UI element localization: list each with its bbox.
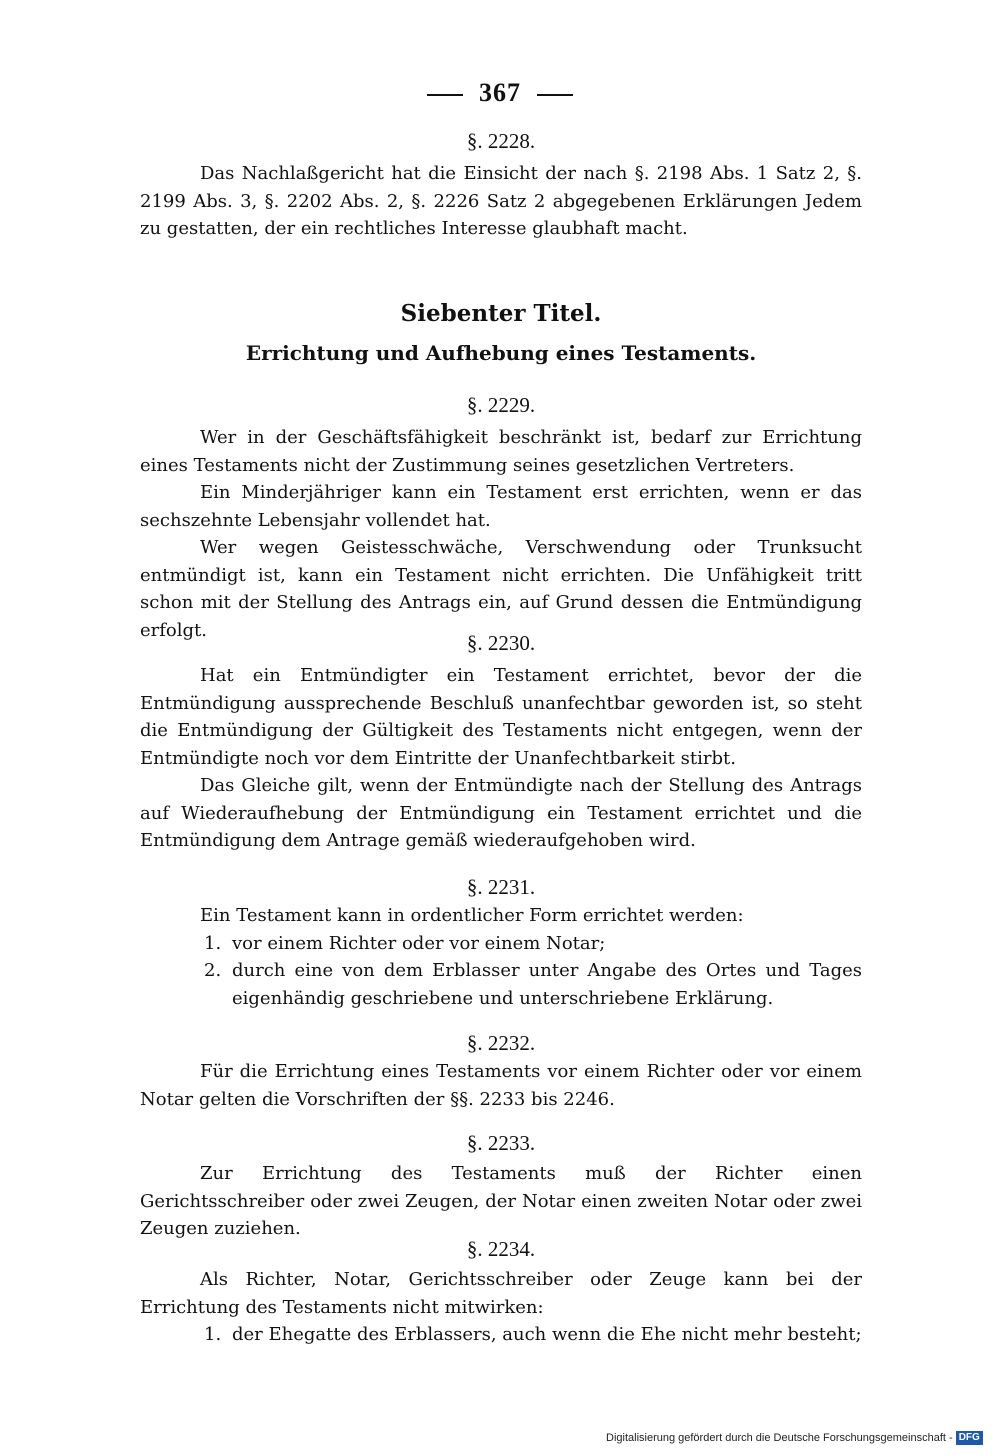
header-dash-right bbox=[537, 94, 573, 96]
section-2232 bbox=[140, 1030, 862, 1113]
section-heading: §. 2231. bbox=[466, 875, 536, 899]
section-2228 bbox=[140, 128, 862, 243]
section-heading: §. 2228. bbox=[466, 129, 536, 153]
section-2231 bbox=[140, 874, 862, 1012]
section-heading: §. 2233. bbox=[466, 1131, 536, 1155]
paragraph: Wer in der Geschäftsfähigkeit beschränkt ist, bedarf zur Errichtung eines Testaments nicht der Zustimmung seines gesetzlichen Vertreters. bbox=[140, 427, 862, 476]
paragraph: Für die Errichtung eines Testaments vor einem Richter oder vor einem Notar gelten die Vorschriften der §§. 2233 bis 2246. bbox=[140, 1061, 862, 1110]
section-heading: §. 2229. bbox=[466, 393, 536, 417]
chapter-subtitle: Errichtung und Aufhebung eines Testaments. bbox=[245, 341, 757, 365]
list-item bbox=[140, 1321, 862, 1349]
chapter-title: Siebenter Titel. bbox=[400, 300, 602, 327]
paragraph: Ein Minderjähriger kann ein Testament erst errichten, wenn er das sechszehnte Lebensjahr vollendet hat. bbox=[140, 482, 862, 531]
chapter-heading bbox=[140, 300, 862, 365]
list-item-number: 1. bbox=[204, 1324, 222, 1345]
page-number: 367 bbox=[479, 78, 521, 107]
list-item-number: 1. bbox=[204, 932, 222, 954]
section-heading: §. 2230. bbox=[466, 631, 536, 655]
list-item-text: durch eine von dem Erblasser unter Angabe des Ortes und Tages eigenhändig geschriebene und unterschriebene Erklärung. bbox=[232, 960, 862, 1009]
paragraph: Hat ein Entmündigter ein Testament errichtet, bevor der die Entmündigung aussprechende Beschluß unanfechtbar geworden ist, so steht die Entmündigung der Gültigkeit des Testaments nicht entgegen, wenn der Entmündigte noch vor dem Eintritte der Unanfechtbarkeit stirbt. bbox=[140, 665, 862, 769]
list-item bbox=[140, 957, 862, 1012]
section-2233 bbox=[140, 1130, 862, 1243]
paragraph: Zur Errichtung des Testaments muß der Richter einen Gerichtsschreiber oder zwei Zeugen, der Notar einen zweiten Notar oder zwei Zeugen zuziehen. bbox=[140, 1163, 862, 1239]
section-heading: §. 2232. bbox=[466, 1031, 536, 1055]
paragraph: Wer wegen Geistesschwäche, Verschwendung oder Trunksucht entmündigt ist, kann ein Testament nicht errichten. Die Unfähigkeit tritt schon mit der Stellung des Antrags ein, auf Grund dessen die Entmündigung erfolgt. bbox=[140, 537, 862, 641]
section-2229 bbox=[140, 392, 862, 644]
dfg-logo: DFG bbox=[956, 1431, 983, 1445]
list-item bbox=[140, 930, 862, 958]
page-header bbox=[0, 78, 1000, 108]
section-2234 bbox=[140, 1236, 862, 1349]
paragraph: Als Richter, Notar, Gerichtsschreiber oder Zeuge kann bei der Errichtung des Testaments nicht mitwirken: bbox=[140, 1269, 862, 1318]
section-heading: §. 2234. bbox=[466, 1237, 536, 1261]
section-2230 bbox=[140, 630, 862, 855]
list-item-text: der Ehegatte des Erblassers, auch wenn die Ehe nicht mehr besteht; bbox=[232, 1324, 862, 1345]
credit-text: Digitalisierung gefördert durch die Deutsche Forschungsgemeinschaft - bbox=[606, 1432, 953, 1444]
list-item-number: 2. bbox=[204, 960, 222, 981]
paragraph: Ein Testament kann in ordentlicher Form errichtet werden: bbox=[200, 905, 744, 926]
digitization-credit bbox=[606, 1430, 984, 1446]
list-item-text: vor einem Richter oder vor einem Notar; bbox=[232, 932, 606, 954]
paragraph: Das Gleiche gilt, wenn der Entmündigte nach der Stellung des Antrags auf Wiederaufhebung der Entmündigung ein Testament errichtet und die Entmündigung dem Antrage gemäß wiederaufgehoben wird. bbox=[140, 775, 862, 851]
header-dash-left bbox=[427, 94, 463, 96]
paragraph: Das Nachlaßgericht hat die Einsicht der nach §. 2198 Abs. 1 Satz 2, §. 2199 Abs. 3, §. 2202 Abs. 2, §. 2226 Satz 2 abgegebenen Erklärungen Jedem zu gestatten, der ein rechtliches Interesse glaubhaft macht. bbox=[140, 163, 862, 239]
